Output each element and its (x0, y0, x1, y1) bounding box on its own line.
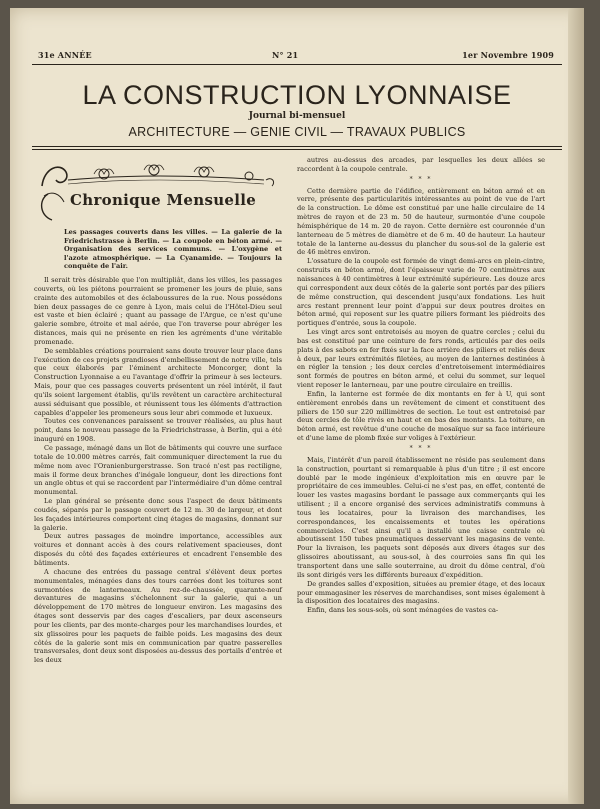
chronique-summary: Les passages couverts dans les villes. — La galerie de la Friedrichstrasse à Berlin. — La coupole en béton armé. — Organisation des services communs. — L'oxygène et l'azote atmosphérique. — La Cyanamide. — Toujours la conquête de l'air. (64, 228, 282, 271)
journal-sections: ARCHITECTURE — GENIE CIVIL — TRAVAUX PUBLICS (128, 125, 466, 139)
section-separator: * * * (409, 445, 433, 452)
binding-edge (568, 8, 584, 804)
masthead (32, 8, 562, 150)
paragraph: Enfin, la lanterne est formée de dix montants en fer à U, qui sont entièrement enrobés dans un revêtement de ciment et constituent des piliers de 150 sur 220 millimètres de section. Le tout est entretoisé par deux cercles de tôle rivés en haut et en bas des montants. La toiture, en béton armé, est revêtue d'une couche de mosaïque sur sa face intérieure et d'une lame de plomb fixée sur voliges à l'extérieur. (297, 389, 545, 443)
paragraph: A chacune des entrées du passage central s'élèvent deux portes monumentales, ménagées dans des tours carrées dont les toitures sont surmontées de lanterneaux. Au rez-de-chaussée, quarante-neuf devantures de magasins s'échelonnent sur la galerie, qui a un développement de 170 mètres de longueur environ. Les magasins des étages sont desservis par des cages d'escaliers, par deux ascenseurs pour les clients, par des monte-charges pour les marchandises lourdes, et six glissoires pour les paquets de faible poids. Les magasins des deux côtés de la galerie sont mis en communication par quatre passerelles transversales, dont deux sont disposées au-dessus des portails d'entrée et les deux (34, 567, 283, 665)
paragraph: Toutes ces convenances paraissent se trouver réalisées, au plus haut point, dans le nouveau passage de la Friedrichstrasse, à Berlin, qui a été inauguré en 1908. (34, 417, 282, 444)
paragraph: De semblables créations pourraient sans doute trouver leur place dans l'exécution de ces projets grandioses d'embellissement de notre ville, tels que ceux élaborés par l'éminent architecte Moncorger, dont la Construction Lyonnaise a eu l'avantage d'offrir la primeur à ses lecteurs. Mais, pour que ces passages couverts présentent un réel intérêt, il faut qu'ils soient largement établis, qu'ils revêtent un caractère architectural aussi séduisant que possible, et réunissent tous les éléments d'attraction capables d'appeler les promeneurs sous leur abri commode et luxueux. (34, 346, 282, 417)
section-separator: * * * (409, 175, 433, 183)
issue-date: 1er Novembre 1909 (462, 50, 554, 60)
paragraph: Deux autres passages de moindre importance, accessibles aux voitures et donnant accès à des cours relativement spacieuses, dont disposés du côté des façades extérieures et encadrent l'ensemble des bâtiments. (34, 532, 282, 567)
paragraph: Cette dernière partie de l'édifice, entièrement en béton armé et en verre, présente des particularités intéressantes au point de vue de l'art de la construction. Le dôme est constitué par une halle circulaire de 14 mètres de rayon et de 23 m. 50 de hauteur, surmontée d'une coupole hémisphérique de 14 m. 20 de rayon. Cette dernière est couronnée d'un lanterneau de 5 mètres de diamètre et de 6 m. 40 de hauteur. La hauteur totale de la lanterne au-dessus du plancher du sous-sol de la galerie est de 46 mètres environ. (297, 186, 545, 257)
divider (32, 146, 562, 147)
journal-title: LA CONSTRUCTION LYONNAISE (82, 80, 512, 110)
paragraph: Le plan général se présente donc sous l'aspect de deux bâtiments coudés, séparés par le passage couvert de 12 m. 30 de largeur, et dont les façades intérieures comportent cinq étages de magasins, donnant sur la galerie. (34, 497, 282, 532)
issue-number: N° 21 (272, 50, 299, 60)
paragraph: Il serait très désirable que l'on multipliât, dans les villes, les passages couverts, où les piétons pourraient se promener les jours de pluie, sans crainte des automobiles et des éclaboussures de la rue. Nous possédons bien deux passages de ce genre à Lyon, mais celui de l'Hôtel-Dieu seul est vaste et bien éclairé ; quant au passage de l'Argue, ce n'est qu'une galerie sombre, étroite et mal aérée, que l'on traverse pour abréger les distances, mais qui ne présente en rien les agréments d'une véritable promenade. (34, 275, 282, 346)
divider (32, 149, 562, 150)
left-column (34, 156, 282, 665)
journal-page (10, 8, 584, 804)
paragraph: Les vingt arcs sont entretoisés au moyen de quatre cercles ; celui du bas est constitué par une ceinture de fers ronds, articulés par des oeils plats à des sabots en fer fixés sur la face arrière des piliers et reliés deux à deux, par leurs extrémités filetées, au moyen de lanternes destinées à en régler la tension ; les deux cercles d'entretoisement intermédiaires sont formés de poutres en béton armé, et celui du sommet, sur lequel vient reposer le lanterneau, par une poutre circulaire en treillis. (297, 328, 545, 390)
paragraph: De grandes salles d'exposition, situées au premier étage, et des locaux pour emmagasiner les réserves de marchandises, sont mises également à la disposition des locataires des magasins. (297, 579, 545, 606)
paragraph: Mais, l'intérêt d'un pareil établissement ne réside pas seulement dans la construction, pourtant si remarquable à plus d'un titre ; il est encore doublé par le mode ingénieux d'exploitation mis en œuvre par le propriétaire de ces immeubles. Celui-ci ne s'est pas, en effet, contenté de louer les vastes magasins bordant le passage aux commerçants qui les utilisent ; il a encore organisé des services administratifs communs à tous les locataires, pour la livraison des marchandises, les correspondances, les encaissements et toutes les opérations commerciales. C'est ainsi qu'il a installé une caisse centrale où aboutissent 150 tubes pneumatiques desservant les magasins de vente. Pour la livraison, les paquets sont déposés aux divers étages sur des glissoires aboutissant, au sous-sol, à des courroies sans fin qui les transportent dans une salle souterraine, au droit du dôme central, d'où ils sont dirigés vers les différents bureaux d'expédition. (297, 455, 545, 579)
paragraph: Enfin, dans les sous-sols, où sont ménagées de vastes ca- (307, 606, 499, 615)
paragraph: Ce passage, ménagé dans un îlot de bâtiments qui couvre une surface totale de 10.000 mètres carrés, fait communiquer directement la rue du même nom avec l'Oranienburgerstrasse. Son tracé n'est pas rectiligne, mais il forme deux branches d'inégale longueur, dont les directions font un angle obtus et qui se raccordent par l'intermédiaire d'un dôme central monumental. (34, 444, 282, 497)
paragraph: L'ossature de la coupole est formée de vingt demi-arcs en plein-cintre, construits en béton armé, dont l'épaisseur varie de 70 centimètres aux naissances à 40 centimètres à leur extrémité supérieure. Les douze arcs qui correspondent aux deux côtés de la galerie sont portés par des piliers de même construction, qui descendent jusqu'aux fondations. Les huit arcs restant prennent leur point d'appui sur deux poutres droites en béton armé, qui reposent sur les quatre piliers formant les piédroits des portiques d'entrée, sous la coupole. (297, 257, 545, 328)
journal-subtitle: Journal bi-mensuel (248, 111, 346, 121)
year-label: 31e ANNÉE (38, 50, 92, 60)
chronique-title: Chronique Mensuelle (70, 191, 257, 209)
paragraph: autres au-dessus des arcades, par lesquelles les deux allées se raccordent à la coupole centrale. (297, 156, 545, 173)
divider (32, 64, 562, 65)
right-column (297, 156, 545, 615)
chronique-ornament (34, 156, 282, 226)
issue-meta (32, 50, 562, 64)
